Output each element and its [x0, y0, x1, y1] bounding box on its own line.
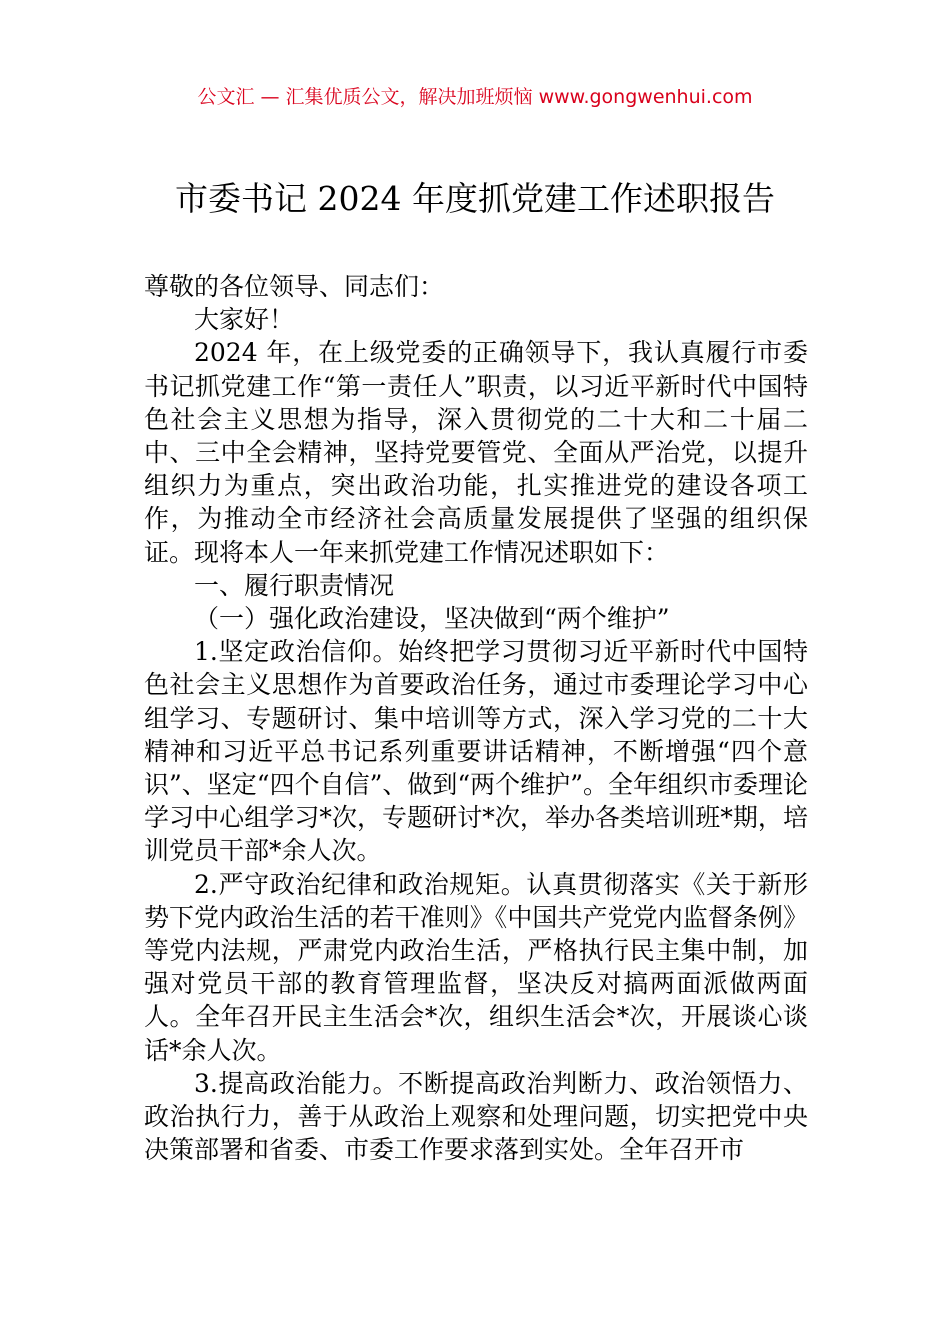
document-title: 市委书记 2024 年度抓党建工作述职报告	[175, 179, 775, 218]
site-banner: 公文汇 — 汇集优质公文，解决加班烦恼 www.gongwenhui.com	[197, 86, 753, 108]
section-heading: 一、履行职责情况	[194, 570, 395, 600]
salutation: 尊敬的各位领导、同志们：	[144, 272, 445, 301]
paragraph-item-3: 3.提高政治能力。不断提高政治判断力、政治领悟力、政治执行力，善于从政治上观察和处理问题，切实把党中央决策部署和省委、市委工作要求落到实处。全年召开市	[144, 1068, 808, 1165]
subsection-heading: （一）强化政治建设，坚决做到“两个维护”	[194, 604, 670, 634]
paragraph-item-1: 1.坚定政治信仰。始终把学习贯彻习近平新时代中国特色社会主义思想作为首要政治任务，通过市委理论学习中心组学习、专题研讨、集中培训等方式，深入学习党的二十大精神和习近平总书记系列重要讲话精神，不断增强“四个意识”、坚定“四个自信”、做到“两个维护”。全年组织市委理论学习中心组学习*次，专题研讨*次，举办各类培训班*期，培训党员干部*余人次。	[144, 637, 808, 866]
paragraph-item-2: 2.严守政治纪律和政治规矩。认真贯彻落实《关于新形势下党内政治生活的若干准则》《中国共产党党内监督条例》等党内法规，严肃党内政治生活，严格执行民主集中制，加强对党员干部的教育管理监督，坚决反对搞两面派做两面人。全年召开民主生活会*次，组织生活会*次，开展谈心谈话*余人次。	[144, 869, 808, 1065]
intro-paragraph: 2024 年，在上级党委的正确领导下，我认真履行市委书记抓党建工作“第一责任人”职责，以习近平新时代中国特色社会主义思想为指导，深入贯彻党的二十大和二十届二中、三中全会精神，坚持党要管党、全面从严治党，以提升组织力为重点，突出政治功能，扎实推进党的建设各项工作，为推动全市经济社会高质量发展提供了坚强的组织保证。现将本人一年来抓党建工作情况述职如下：	[144, 338, 808, 567]
greeting: 大家好！	[194, 305, 295, 335]
document-body	[144, 270, 808, 1166]
